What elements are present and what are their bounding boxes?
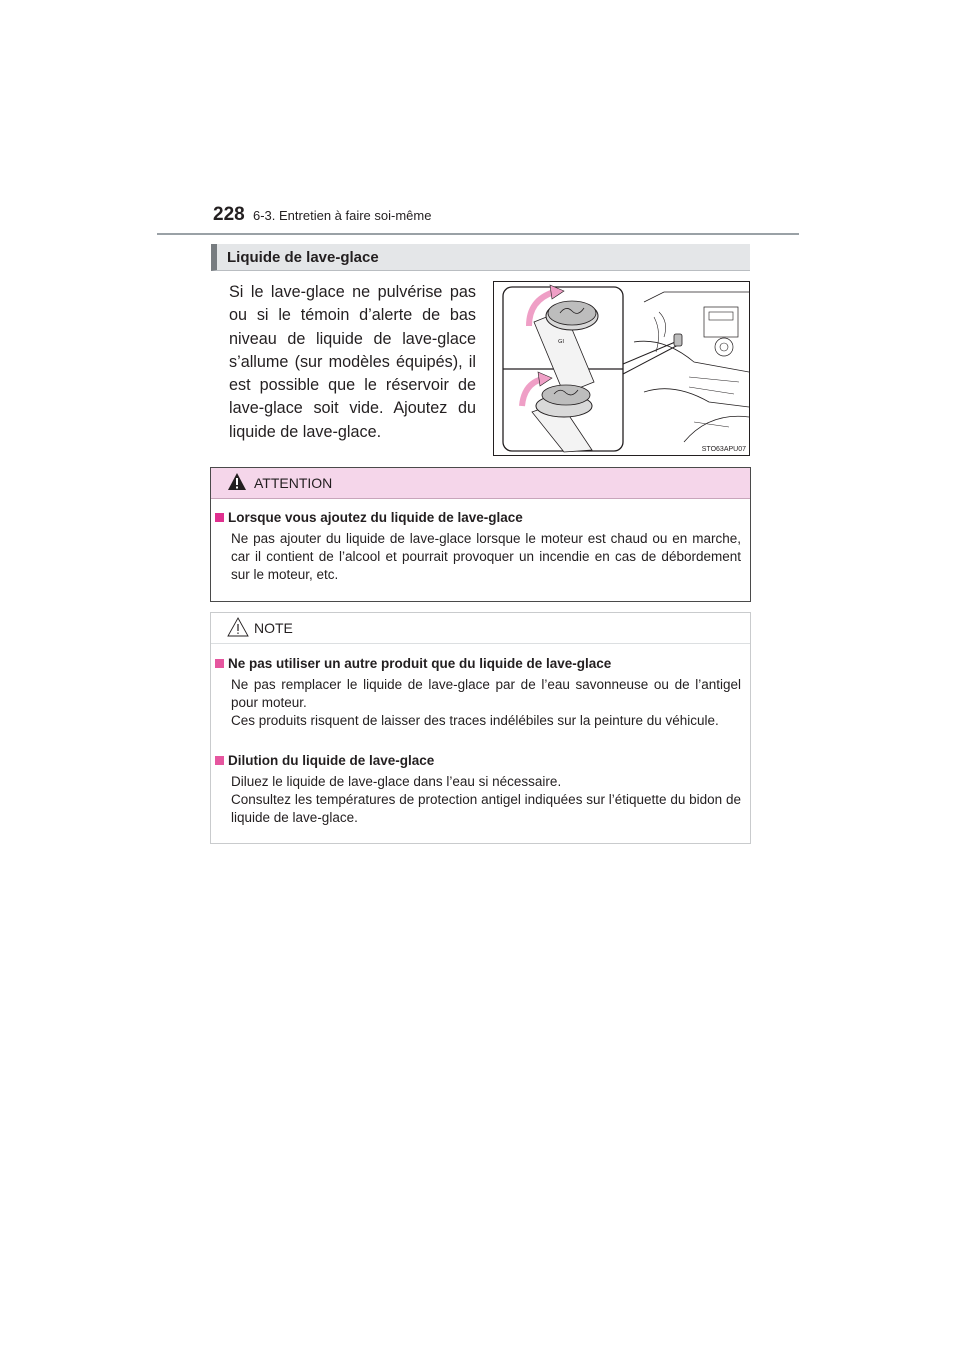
washer-cap-illustration [493,281,750,456]
page-number: 228 [213,204,245,225]
section-path: 6-3. Entretien à faire soi-même [253,208,432,223]
caution-box [210,467,751,602]
notice-header [211,613,750,644]
washer-reservoir-drawing [494,282,749,455]
section-heading [211,244,750,271]
illustration-code: STO63APU07 [701,446,746,453]
bullet-square-icon [215,513,224,522]
notice-item-text [231,773,741,827]
caution-outline-triangle-icon [227,617,249,637]
bullet-square-icon [215,659,224,668]
section-heading-text: Liquide de lave-glace [227,249,379,266]
notice-item-title: Ne pas utiliser un autre produit que du liquide de lave-glace [215,656,611,671]
bullet-square-icon [215,756,224,765]
notice-item-line: Ces produits risquent de laisser des traces indélébiles sur la peinture du véhicule. [231,713,719,728]
caution-item-text: Ne pas ajouter du liquide de lave-glace lorsque le moteur est chaud ou en marche, car il contient de l’alcool et pourrait provoquer un incendie en cas de débordement sur le moteur, etc. [231,531,741,582]
notice-title: NOTE [254,620,293,636]
notice-item-line: Ne pas remplacer le liquide de lave-glace par de l’eau savonneuse ou de l’antigel pour moteur. [231,677,741,710]
notice-item-line: Diluez le liquide de lave-glace dans l’eau si nécessaire. [231,774,562,789]
section-body-text: Si le lave-glace ne pulvérise pas ou si le témoin d’alerte de bas niveau de liquide de lave-glace s’allume (sur modèles équipés), il est possible que le réservoir de lave-glace soit vide. Ajoutez du liquide de lave-glace. [229,283,476,441]
caution-item-title: Lorsque vous ajoutez du liquide de lave-glace [215,510,523,525]
warning-triangle-icon [227,472,247,492]
notice-item-text [231,676,741,730]
notice-item-line: Consultez les températures de protection antigel indiquées sur l’étiquette du bidon de liquide de lave-glace. [231,792,741,825]
caution-header [211,468,750,499]
header-rule [157,233,799,235]
notice-item-title: Dilution du liquide de lave-glace [215,753,434,768]
notice-box [210,612,751,844]
caution-title: ATTENTION [254,475,333,491]
svg-text:ᴳᴵ: ᴳᴵ [558,339,565,349]
